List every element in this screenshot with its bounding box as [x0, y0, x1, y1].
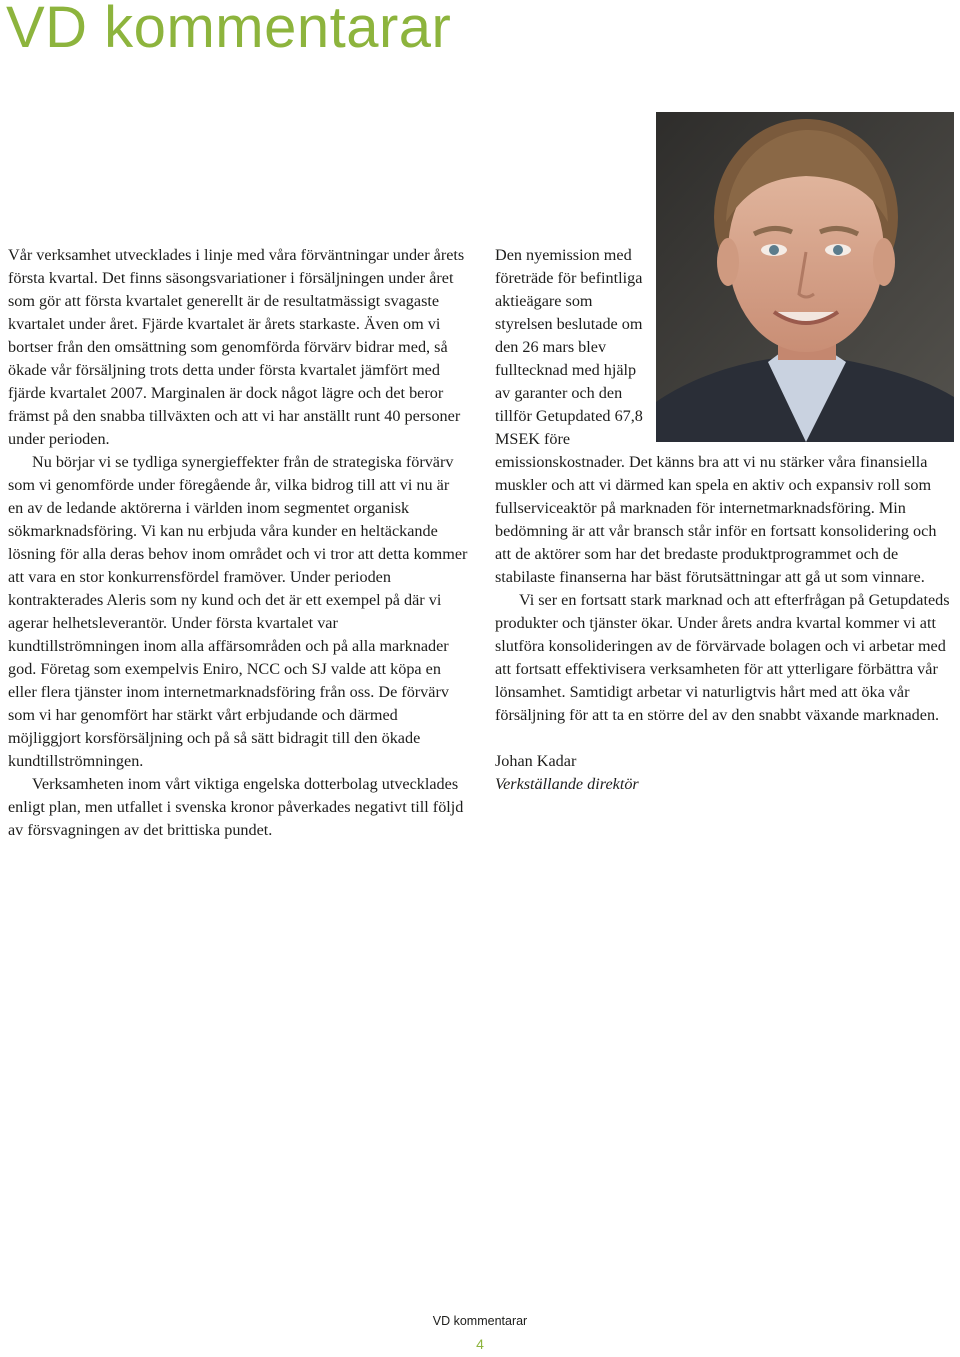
signature-block — [495, 750, 950, 796]
footer-section-label: VD kommentarar — [432, 1314, 528, 1328]
page-number: 4 — [476, 1336, 484, 1352]
page-title: VD kommentarar — [6, 0, 452, 60]
left-text-column — [8, 244, 468, 842]
signature-role: Verkställande direktör — [495, 775, 639, 793]
portrait-image — [656, 112, 954, 442]
body-paragraph: Verksamheten inom vårt viktiga engelska dotterbolag utvecklades enligt plan, men utfallet i svenska kronor påverkades negativt till följd av försvagningen av det brittiska pundet. — [8, 775, 464, 839]
body-paragraph: Vår verksamhet utvecklades i linje med våra förväntningar under årets första kvartal. Det finns säsongsvariationer i försäljningen under året som gör att första kvartalet generellt är de resultatmässigt svagaste kvartalet under året. Fjärde kvartalet är årets starkaste. Även om vi bortser från den omsättning som genomförda förvärv bidrar med, så ökade vår försäljning trots detta under första kvartalet jämfört med fjärde kvartalet 2007. Marginalen är dock något lägre och det beror främst på den snabba tillväxten och att vi har anställt runt 40 personer under perioden. — [8, 246, 465, 448]
body-paragraph: Nu börjar vi se tydliga synergieffekter från de strategiska förvärv som vi genomförde under föregående år, vilka bidrog till att vi nu är en av de ledande aktörerna i världen inom segmentet organisk sökmarknadsföring. Vi kan nu erbjuda våra kunder en heltäckande lösning för alla deras behov inom området och vi tror att detta kommer att vara en stor konkurrensfördel framöver. Under perioden kontrakterades Aleris som ny kund och det är ett exempel på där vi agerar helhetsleverantör. Under första kvartalet var kundtillströmningen inom alla affärsområden och på alla marknader god. Företag som exempelvis Eniro, NCC och SJ valde att köpa en eller flera tjänster inom internetmarknadsföring från oss. De förvärv som vi har genomfört har stärkt vårt erbjudande och därmed möjliggjort korsförsäljning och på så sätt bidragit till den ökade kundtillströmningen. — [8, 453, 468, 770]
right-text-column — [495, 244, 950, 796]
signature-name: Johan Kadar — [495, 752, 577, 770]
ceo-portrait-photo — [656, 112, 954, 442]
body-paragraph: Vi ser en fortsatt stark marknad och att efterfrågan på Getupdateds produkter och tjänster ökar. Under årets andra kvartal kommer vi att slutföra konsolideringen av de förvärvade bolagen och vi arbetar med att fortsatt effektivisera verksamheten för att ytterligare förbättra vår lönsamhet. Samtidigt arbetar vi naturligtvis hårt med att öka vår försäljning för att ta en större del av den snabbt växande marknaden. — [495, 591, 950, 724]
body-paragraph: Den nyemission med företräde för befintliga aktieägare som styrelsen beslutade om den 26 mars blev fulltecknad med hjälp av garanter och den tillför Getupdated 67,8 MSEK före emissionskostnader. Det känns bra att vi nu stärker våra finansiella muskler och att vi därmed kan spela en aktiv och expansiv roll som fullserviceaktör på marknaden för internetmarknadsföring. Min bedömning är att vår bransch står inför en fortsatt konsolidering och att de aktörer som har det bredaste produktprogrammet och de stabilaste finanserna har bäst förutsättningar att gå ut som vinnare. — [495, 246, 937, 586]
